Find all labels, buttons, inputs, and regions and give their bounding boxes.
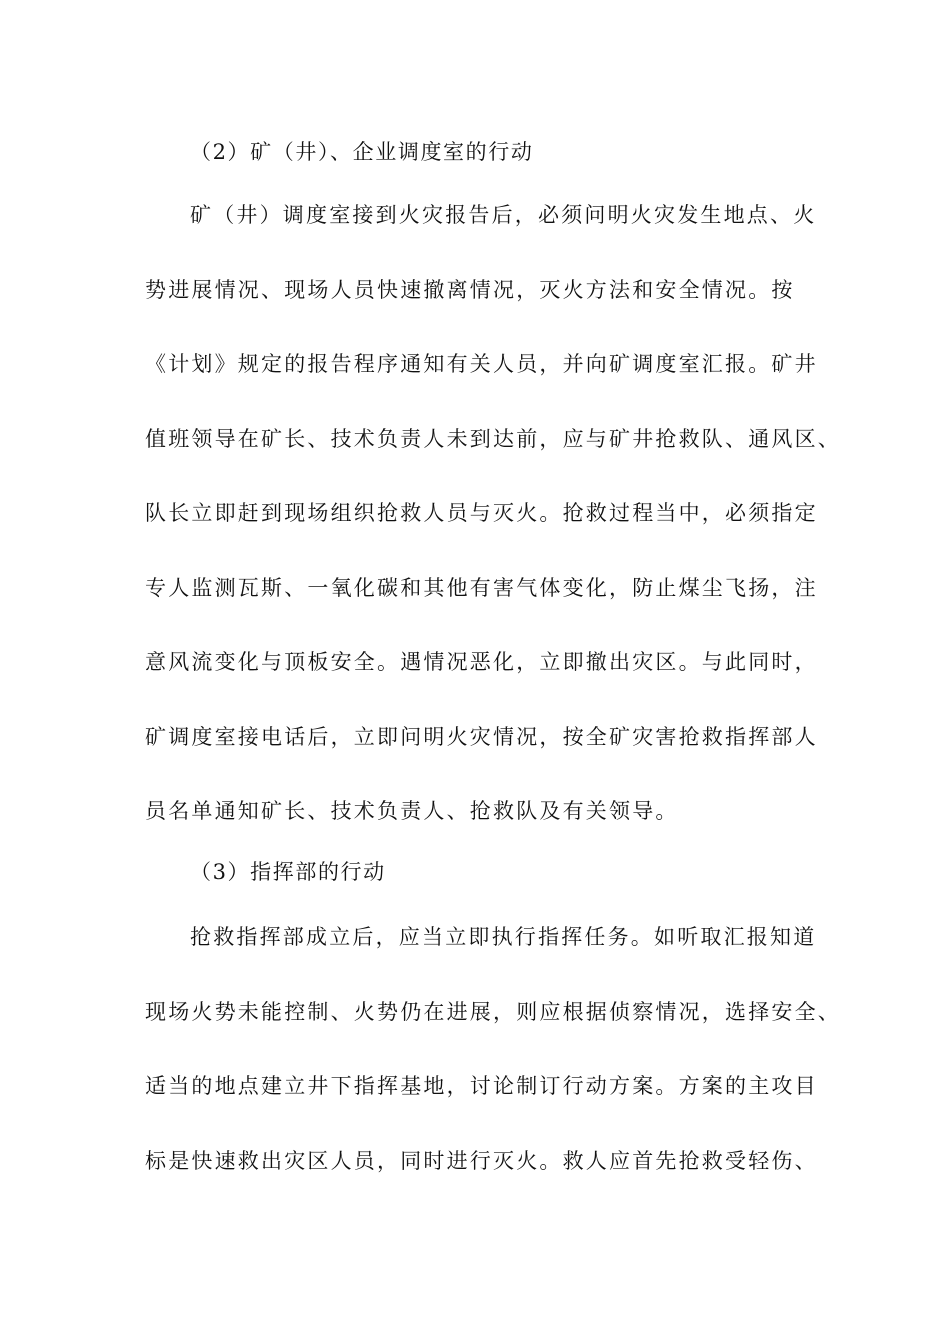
paragraph-line: 《计划》规定的报告程序通知有关人员，并向矿调度室汇报。矿井 bbox=[145, 352, 818, 376]
paragraph-line: 适当的地点建立井下指挥基地，讨论制订行动方案。方案的主攻目 bbox=[145, 1074, 818, 1098]
paragraph-line: 现场火势未能控制、火势仍在进展，则应根据侦察情况，选择安全、 bbox=[145, 1000, 841, 1024]
paragraph-line: 队长立即赶到现场组织抢救人员与灭火。抢救过程当中，必须指定 bbox=[145, 501, 818, 525]
paragraph-line: 员名单通知矿长、技术负责人、抢救队及有关领导。 bbox=[145, 799, 679, 823]
section-heading-3: （3）指挥部的行动 bbox=[190, 860, 386, 884]
paragraph-line: 矿调度室接电话后，立即问明火灾情况，按全矿灾害抢救指挥部人 bbox=[145, 725, 818, 749]
paragraph-line: 意风流变化与顶板安全。遇情况恶化，立即撤出灾区。与此同时， bbox=[145, 650, 818, 674]
paragraph-line: 标是快速救出灾区人员，同时进行灭火。救人应首先抢救受轻伤、 bbox=[145, 1149, 818, 1173]
paragraph-line: 势进展情况、现场人员快速撤离情况，灭火方法和安全情况。按 bbox=[145, 278, 795, 302]
paragraph-line: 矿（井）调度室接到火灾报告后，必须问明火灾发生地点、火 bbox=[190, 203, 817, 227]
paragraph-line: 专人监测瓦斯、一氧化碳和其他有害气体变化，防止煤尘飞扬，注 bbox=[145, 576, 818, 600]
paragraph-line: 抢救指挥部成立后，应当立即执行指挥任务。如听取汇报知道 bbox=[190, 925, 817, 949]
section-heading-2: （2）矿（井）、企业调度室的行动 bbox=[190, 140, 534, 164]
paragraph-line: 值班领导在矿长、技术负责人未到达前，应与矿井抢救队、通风区、 bbox=[145, 427, 841, 451]
